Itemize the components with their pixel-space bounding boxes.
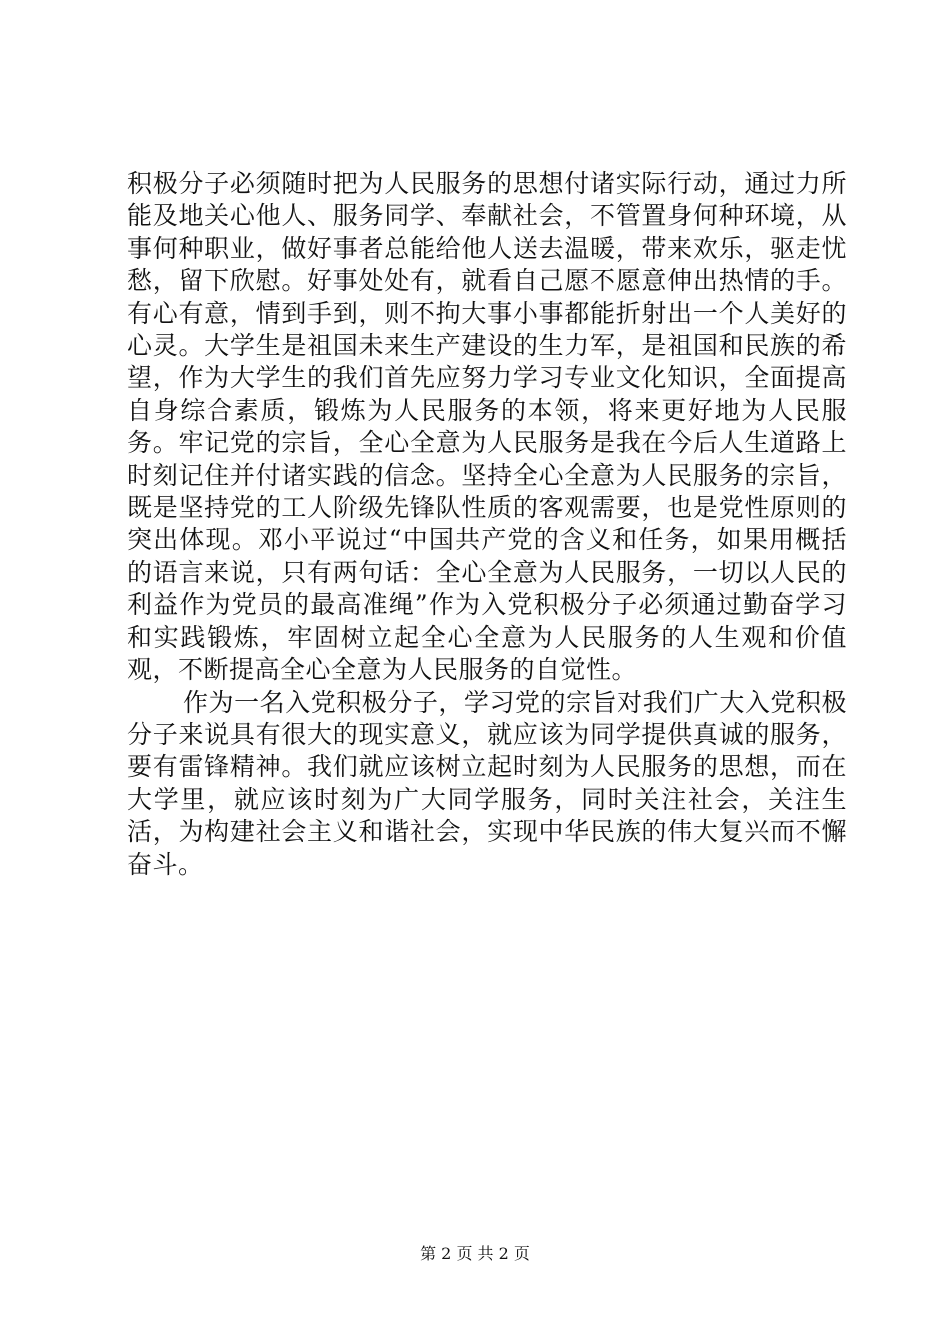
page-number-footer: 第 2 页 共 2 页 <box>420 1244 530 1263</box>
paragraph-1: 积极分子必须随时把为人民服务的思想付诸实际行动，通过力所能及地关心他人、服务同学、奉献社会，不管置身何种环境，从事何种职业，做好事者总能给他人送去温暖，带来欢乐，驱走忧愁，留下欣慰。好事处处有，就看自己愿不愿意伸出热情的手。有心有意，情到手到，则不拘大事小事都能折射出一个人美好的心灵。大学生是祖国未来生产建设的生力军，是祖国和民族的希望，作为大学生的我们首先应努力学习专业文化知识，全面提高自身综合素质，锻炼为人民服务的本领，将来更好地为人民服务。牢记党的宗旨，全心全意为人民服务是我在今后人生道路上时刻记住并付诸实践的信念。坚持全心全意为人民服务的宗旨，既是坚持党的工人阶级先锋队性质的客观需要，也是党性原则的突出体现。邓小平说过“中国共产党的含义和任务，如果用概括的语言来说，只有两句话：全心全意为人民服务，一切以人民的利益作为党员的最高准绳”作为入党积极分子必须通过勤奋学习和实践锻炼，牢固树立起全心全意为人民服务的人生观和价值观，不断提高全心全意为人民服务的自觉性。 <box>127 169 847 685</box>
paragraph-2: 作为一名入党积极分子，学习党的宗旨对我们广大入党积极分子来说具有很大的现实意义，就应该为同学提供真诚的服务，要有雷锋精神。我们就应该树立起时刻为人民服务的思想，而在大学里，就应该时刻为广大同学服务，同时关注社会，关注生活，为构建社会主义和谐社会，实现中华民族的伟大复兴而不懈奋斗。 <box>127 687 847 879</box>
document-body <box>127 168 847 881</box>
